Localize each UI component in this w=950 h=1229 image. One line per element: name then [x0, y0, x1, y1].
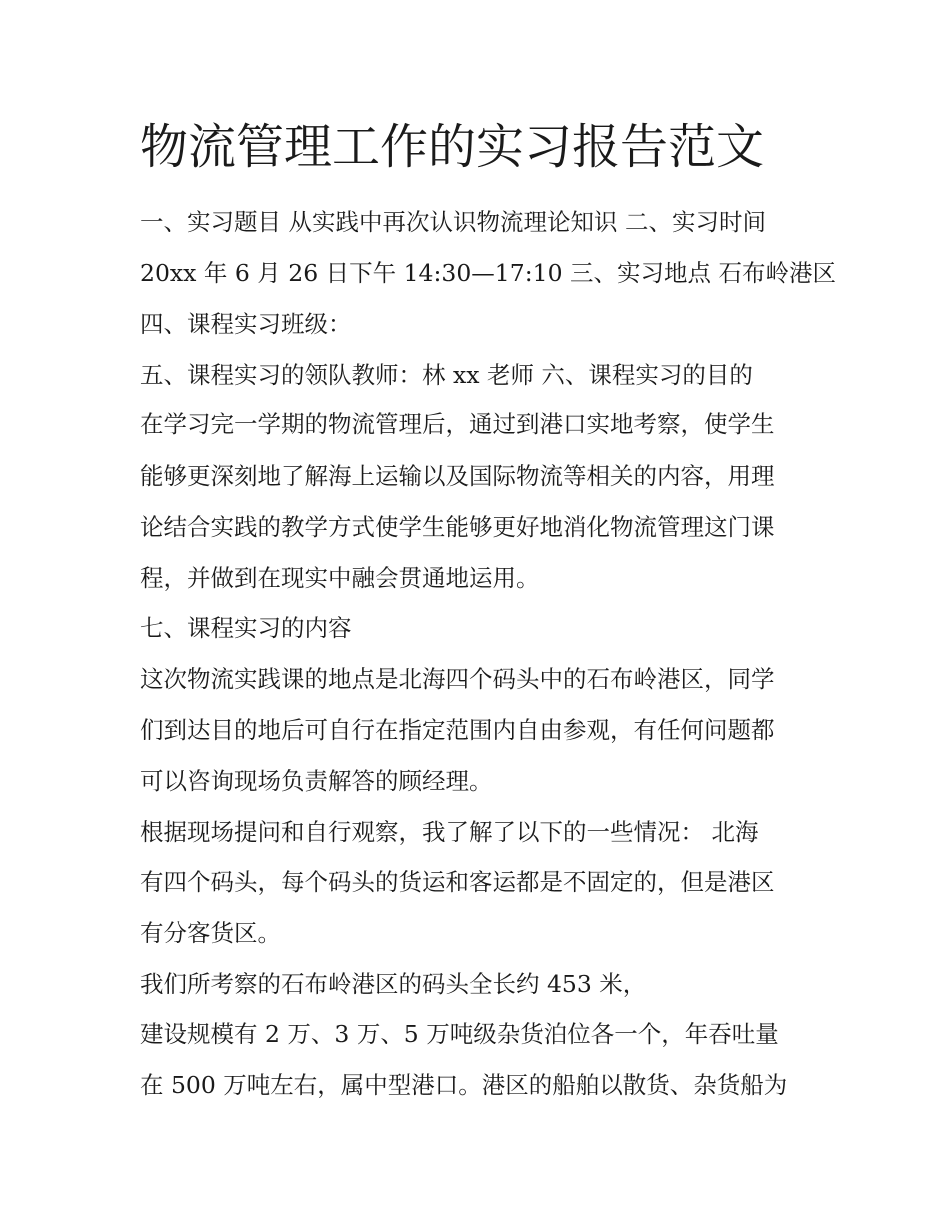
text-line: 四、课程实习班级： — [140, 310, 352, 338]
text-line: 建设规模有 2 万、3 万、5 万吨级杂货泊位各一个，年吞吐量 — [140, 1020, 779, 1048]
text-line: 程，并做到在现实中融会贯通地运用。 — [140, 564, 540, 592]
text-line: 根据现场提问和自行观察，我了解了以下的一些情况： 北海 — [140, 818, 759, 846]
text-line: 在学习完一学期的物流管理后，通过到港口实地考察，使学生 — [140, 410, 775, 438]
text-line: 有分客货区。 — [140, 919, 281, 947]
text-line: 五、课程实习的领队教师：林 xx 老师 六、课程实习的目的 — [140, 361, 753, 389]
text-line: 能够更深刻地了解海上运输以及国际物流等相关的内容，用理 — [140, 462, 775, 490]
text-line: 可以咨询现场负责解答的顾经理。 — [140, 767, 493, 795]
section-heading: 七、课程实习的内容 — [140, 614, 352, 642]
document-title: 物流管理工作的实习报告范文 — [140, 119, 765, 175]
text-line: 在 500 万吨左右，属中型港口。港区的船舶以散货、杂货船为 — [140, 1071, 788, 1099]
text-line: 们到达目的地后可自行在指定范围内自由参观，有任何问题都 — [140, 716, 775, 744]
text-line: 我们所考察的石布岭港区的码头全长约 453 米， — [140, 970, 647, 998]
text-line: 论结合实践的教学方式使学生能够更好地消化物流管理这门课 — [140, 513, 775, 541]
text-line: 一、实习题目 从实践中再次认识物流理论知识 二、实习时间 — [140, 208, 766, 236]
text-line: 有四个码头，每个码头的货运和客运都是不固定的，但是港区 — [140, 868, 775, 896]
text-line: 这次物流实践课的地点是北海四个码头中的石布岭港区，同学 — [140, 665, 775, 693]
text-line: 20xx 年 6 月 26 日下午 14:30—17:10 三、实习地点 石布岭港区 — [140, 259, 836, 287]
